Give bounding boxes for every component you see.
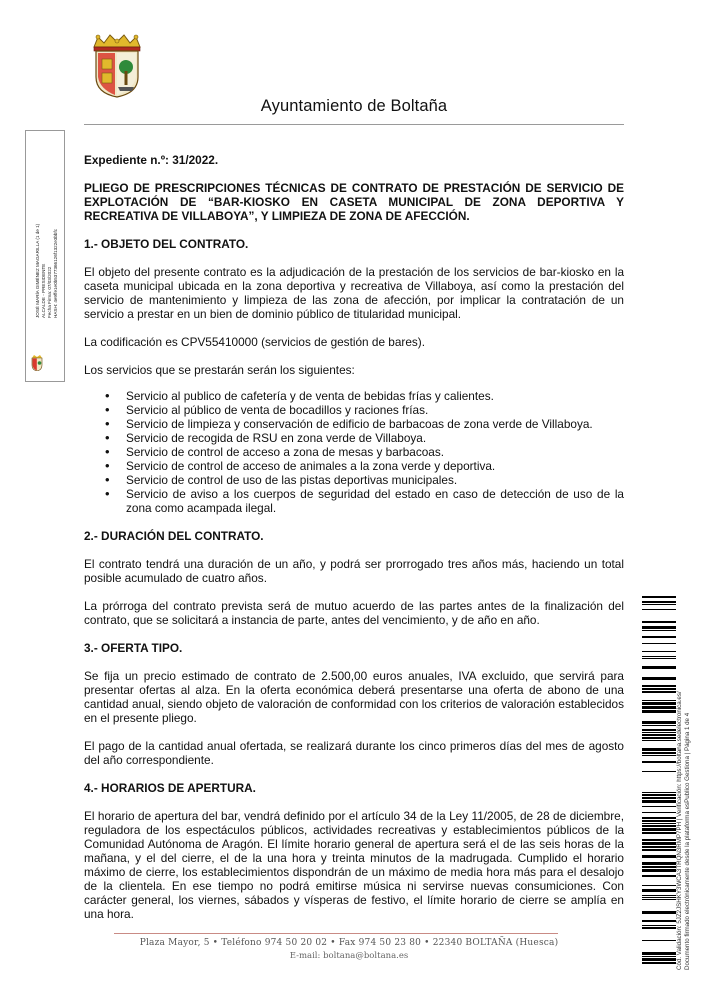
document-title: PLIEGO DE PRESCRIPCIONES TÉCNICAS DE CONTRATO DE PRESTACIÓN DE SERVICIO DE EXPLOTACIÓN DE “BAR-KIOSKO EN CASETA MUNICIPAL DE ZONA DEPORTIVA Y RECREATIVA DE VILLABOYA”, Y LIMPIEZA DE ZONA DE AFECCIÓN. xyxy=(84,181,624,223)
barcode-bar xyxy=(642,869,676,872)
barcode-bar xyxy=(642,842,676,845)
barcode-bar xyxy=(642,725,676,726)
barcode-bar xyxy=(642,685,676,687)
barcode-bar xyxy=(642,925,676,926)
barcode-bar xyxy=(642,828,676,831)
paragraph: El horario de apertura del bar, vendrá definido por el artículo 34 de la Ley 11/2005, de 28 de diciembre, reguladora de los espectáculos públicos, actividades recreativas y establecimientos públicos de la Comunidad Autónoma de Aragón. El límite horario general de apertura será el de las seis horas de la mañana, y el del cierre, el de la una hora y treinta minutos de la madrugada. Cumplido el horario máximo de cierre, los establecimientos dispondrán de un máximo de media hora más para el desalojo de la clientela. En ese tiempo no podrá emitirse música ni servirse nuevas consumiciones. Con carácter general, los viernes, sábados y vísperas de festivo, el límite horario de cierre se amplía en una hora. xyxy=(84,809,624,921)
barcode-bar xyxy=(642,927,676,929)
barcode-bar xyxy=(642,920,676,922)
barcode-bar xyxy=(642,855,676,858)
organization-title: Ayuntamiento de Boltaña xyxy=(260,97,448,115)
barcode-bar xyxy=(642,817,676,819)
barcode-bar xyxy=(642,885,676,886)
barcode-bar xyxy=(642,771,676,772)
barcode-bar xyxy=(642,897,676,898)
document-body xyxy=(84,153,624,935)
verification-code: Cód. Validación: 5JZ2JSHKY3WCA3TRQN3RMP7PH | Verificación: https://boltana.sedelectronica.es/ xyxy=(676,691,683,970)
barcode-bar xyxy=(642,820,676,822)
barcode-bar xyxy=(642,825,676,827)
barcode-bar xyxy=(642,761,676,763)
barcode-bar xyxy=(642,792,676,793)
footer-divider xyxy=(114,933,558,934)
barcode-bar xyxy=(642,839,676,841)
paragraph: La codificación es CPV55410000 (servicios de gestión de bares). xyxy=(84,335,425,349)
section-heading: 4.- HORARIOS DE APERTURA. xyxy=(84,781,256,795)
barcode-bar xyxy=(642,651,676,652)
coat-of-arms-icon xyxy=(84,33,150,99)
signer-role: ALCALDE - PRESIDENTE xyxy=(41,263,46,318)
barcode-bar xyxy=(642,729,676,731)
barcode-bar xyxy=(642,875,676,877)
list-item: • Servicio de control de uso de las pistas deportivas municipales. xyxy=(126,473,624,487)
barcode-icon xyxy=(642,596,676,966)
barcode-bar xyxy=(642,940,676,941)
barcode-bar xyxy=(642,832,676,834)
barcode-bar xyxy=(642,755,676,756)
barcode-bar xyxy=(642,911,676,914)
barcode-bar xyxy=(642,688,676,690)
list-item: • Servicio de control de acceso a zona de mesas y barbacoas. xyxy=(126,445,624,459)
header-divider xyxy=(84,124,624,125)
signature-hash: HASH: 4e9ffe1e0b5377366126f1322e3bbfc xyxy=(53,228,58,318)
verification-platform: Documento firmado electrónicamente desde la plataforma esPublico Gestiona | Página 1 de 4 xyxy=(684,712,691,970)
barcode-bar xyxy=(642,962,676,964)
paragraph: El objeto del presente contrato es la adjudicación de la prestación de los servicios de bar-kiosko en la caseta municipal ubicada en la zona deportiva y recreativa de Villaboya, así como la prestación del servicio de mantenimiento y limpieza de las zona de afección, por implicar la contratación de un servicio a prestar en un bien de dominio público de titularidad municipal. xyxy=(84,265,624,321)
barcode-bar xyxy=(642,630,676,631)
barcode-bar xyxy=(642,658,676,659)
section-horarios xyxy=(84,781,624,921)
paragraph: Los servicios que se prestarán serán los siguientes: xyxy=(84,363,355,377)
list-item: • Servicio al público de venta de bocadillos y raciones frías. xyxy=(126,403,624,417)
barcode-bar xyxy=(642,794,676,796)
list-item: • Servicio de control de acceso de animales a la zona verde y deportiva. xyxy=(126,459,624,473)
file-number: Expediente n.º: 31/2022. xyxy=(84,153,219,167)
barcode-bar xyxy=(642,710,676,713)
barcode-bar xyxy=(642,734,676,736)
signature-date: Fecha Firma: 07/03/2022 xyxy=(47,266,52,318)
paragraph: Se fija un precio estimado de contrato de 2.500,00 euros anuales, IVA excluido, que servirá para presentar ofertas al alza. En la oferta económica deberá presentarse una oferta de abono de una cantidad anual, siendo objeto de valoración de conformidad con los criterios de valoración establecidos en el presente pliego. xyxy=(84,669,624,725)
barcode-bar xyxy=(642,889,676,892)
services-list xyxy=(84,389,624,515)
barcode-bar xyxy=(642,666,676,669)
barcode-bar xyxy=(642,800,676,803)
small-coat-of-arms-icon xyxy=(30,355,44,371)
barcode-bar xyxy=(642,643,676,644)
section-heading: 1.- OBJETO DEL CONTRATO. xyxy=(84,237,249,251)
paragraph: El contrato tendrá una duración de un año, y podrá ser prorrogado tres años más, haciendo un total posible acumulado de cuatro años. xyxy=(84,557,624,585)
barcode-bar xyxy=(642,601,676,603)
barcode-bar xyxy=(642,806,676,807)
list-item: • Servicio al publico de cafetería y de venta de bebidas frías y calientes. xyxy=(126,389,624,403)
barcode-bar xyxy=(642,823,676,824)
barcode-bar xyxy=(642,866,676,868)
section-oferta xyxy=(84,641,624,767)
barcode-bar xyxy=(642,691,676,693)
barcode-bar xyxy=(642,677,676,680)
paragraph: La prórroga del contrato prevista será de mutuo acuerdo de las partes antes de la finalización del contrato, que se solicitará a instancia de parte, antes del vencimiento, y de año en año. xyxy=(84,599,624,627)
barcode-bar xyxy=(642,656,676,657)
barcode-bar xyxy=(642,596,676,598)
barcode-bar xyxy=(642,846,676,848)
barcode-bar xyxy=(642,797,676,799)
barcode-bar xyxy=(642,899,676,900)
barcode-bar xyxy=(642,958,676,961)
section-heading: 3.- OFERTA TIPO. xyxy=(84,641,183,655)
barcode-bar xyxy=(642,812,676,813)
barcode-bar xyxy=(642,702,676,705)
barcode-bar xyxy=(642,706,676,709)
signature-stamp-text xyxy=(35,224,59,318)
barcode-bar xyxy=(642,895,676,896)
barcode-bar xyxy=(642,604,676,605)
paragraph: El pago de la cantidad anual ofertada, se realizará durante los cinco primeros días del mes de agosto del año correspondiente. xyxy=(84,739,624,767)
barcode-bar xyxy=(642,732,676,733)
barcode-bar xyxy=(642,862,676,865)
list-item: • Servicio de aviso a los cuerpos de seguridad del estado en caso de detección de uso de la zona como acampada ilegal. xyxy=(126,487,624,515)
section-heading: 2.- DURACIÓN DEL CONTRATO. xyxy=(84,529,264,543)
verification-text xyxy=(676,691,692,970)
barcode-bar xyxy=(642,737,676,739)
section-objeto xyxy=(84,237,624,515)
footer-email: E-mail: boltana@boltana.es xyxy=(289,951,409,961)
barcode-bar xyxy=(642,626,676,629)
barcode-bar xyxy=(642,609,676,610)
barcode-bar xyxy=(642,748,676,751)
barcode-bar xyxy=(642,849,676,851)
barcode-bar xyxy=(642,740,676,741)
footer-address: Plaza Mayor, 5 • Teléfono 974 50 20 02 • Fax 974 50 23 80 • 22340 BOLTAÑA (Huesca) xyxy=(139,938,559,948)
section-duracion xyxy=(84,529,624,627)
list-item: • Servicio de limpieza y conservación de edificio de barbacoas de zona verde de Villaboya. xyxy=(126,417,624,431)
barcode-bar xyxy=(642,952,676,955)
barcode-bar xyxy=(642,721,676,724)
barcode-bar xyxy=(642,636,676,638)
signer-name: JOSÉ MARÍA GIMÉNEZ MAGARILLA (1 de 1) xyxy=(35,223,40,318)
barcode-bar xyxy=(642,700,676,701)
barcode-bar xyxy=(642,752,676,754)
barcode-bar xyxy=(642,621,676,623)
barcode-bar xyxy=(642,956,676,957)
list-item: • Servicio de recogida de RSU en zona verde de Villaboya. xyxy=(126,431,624,445)
